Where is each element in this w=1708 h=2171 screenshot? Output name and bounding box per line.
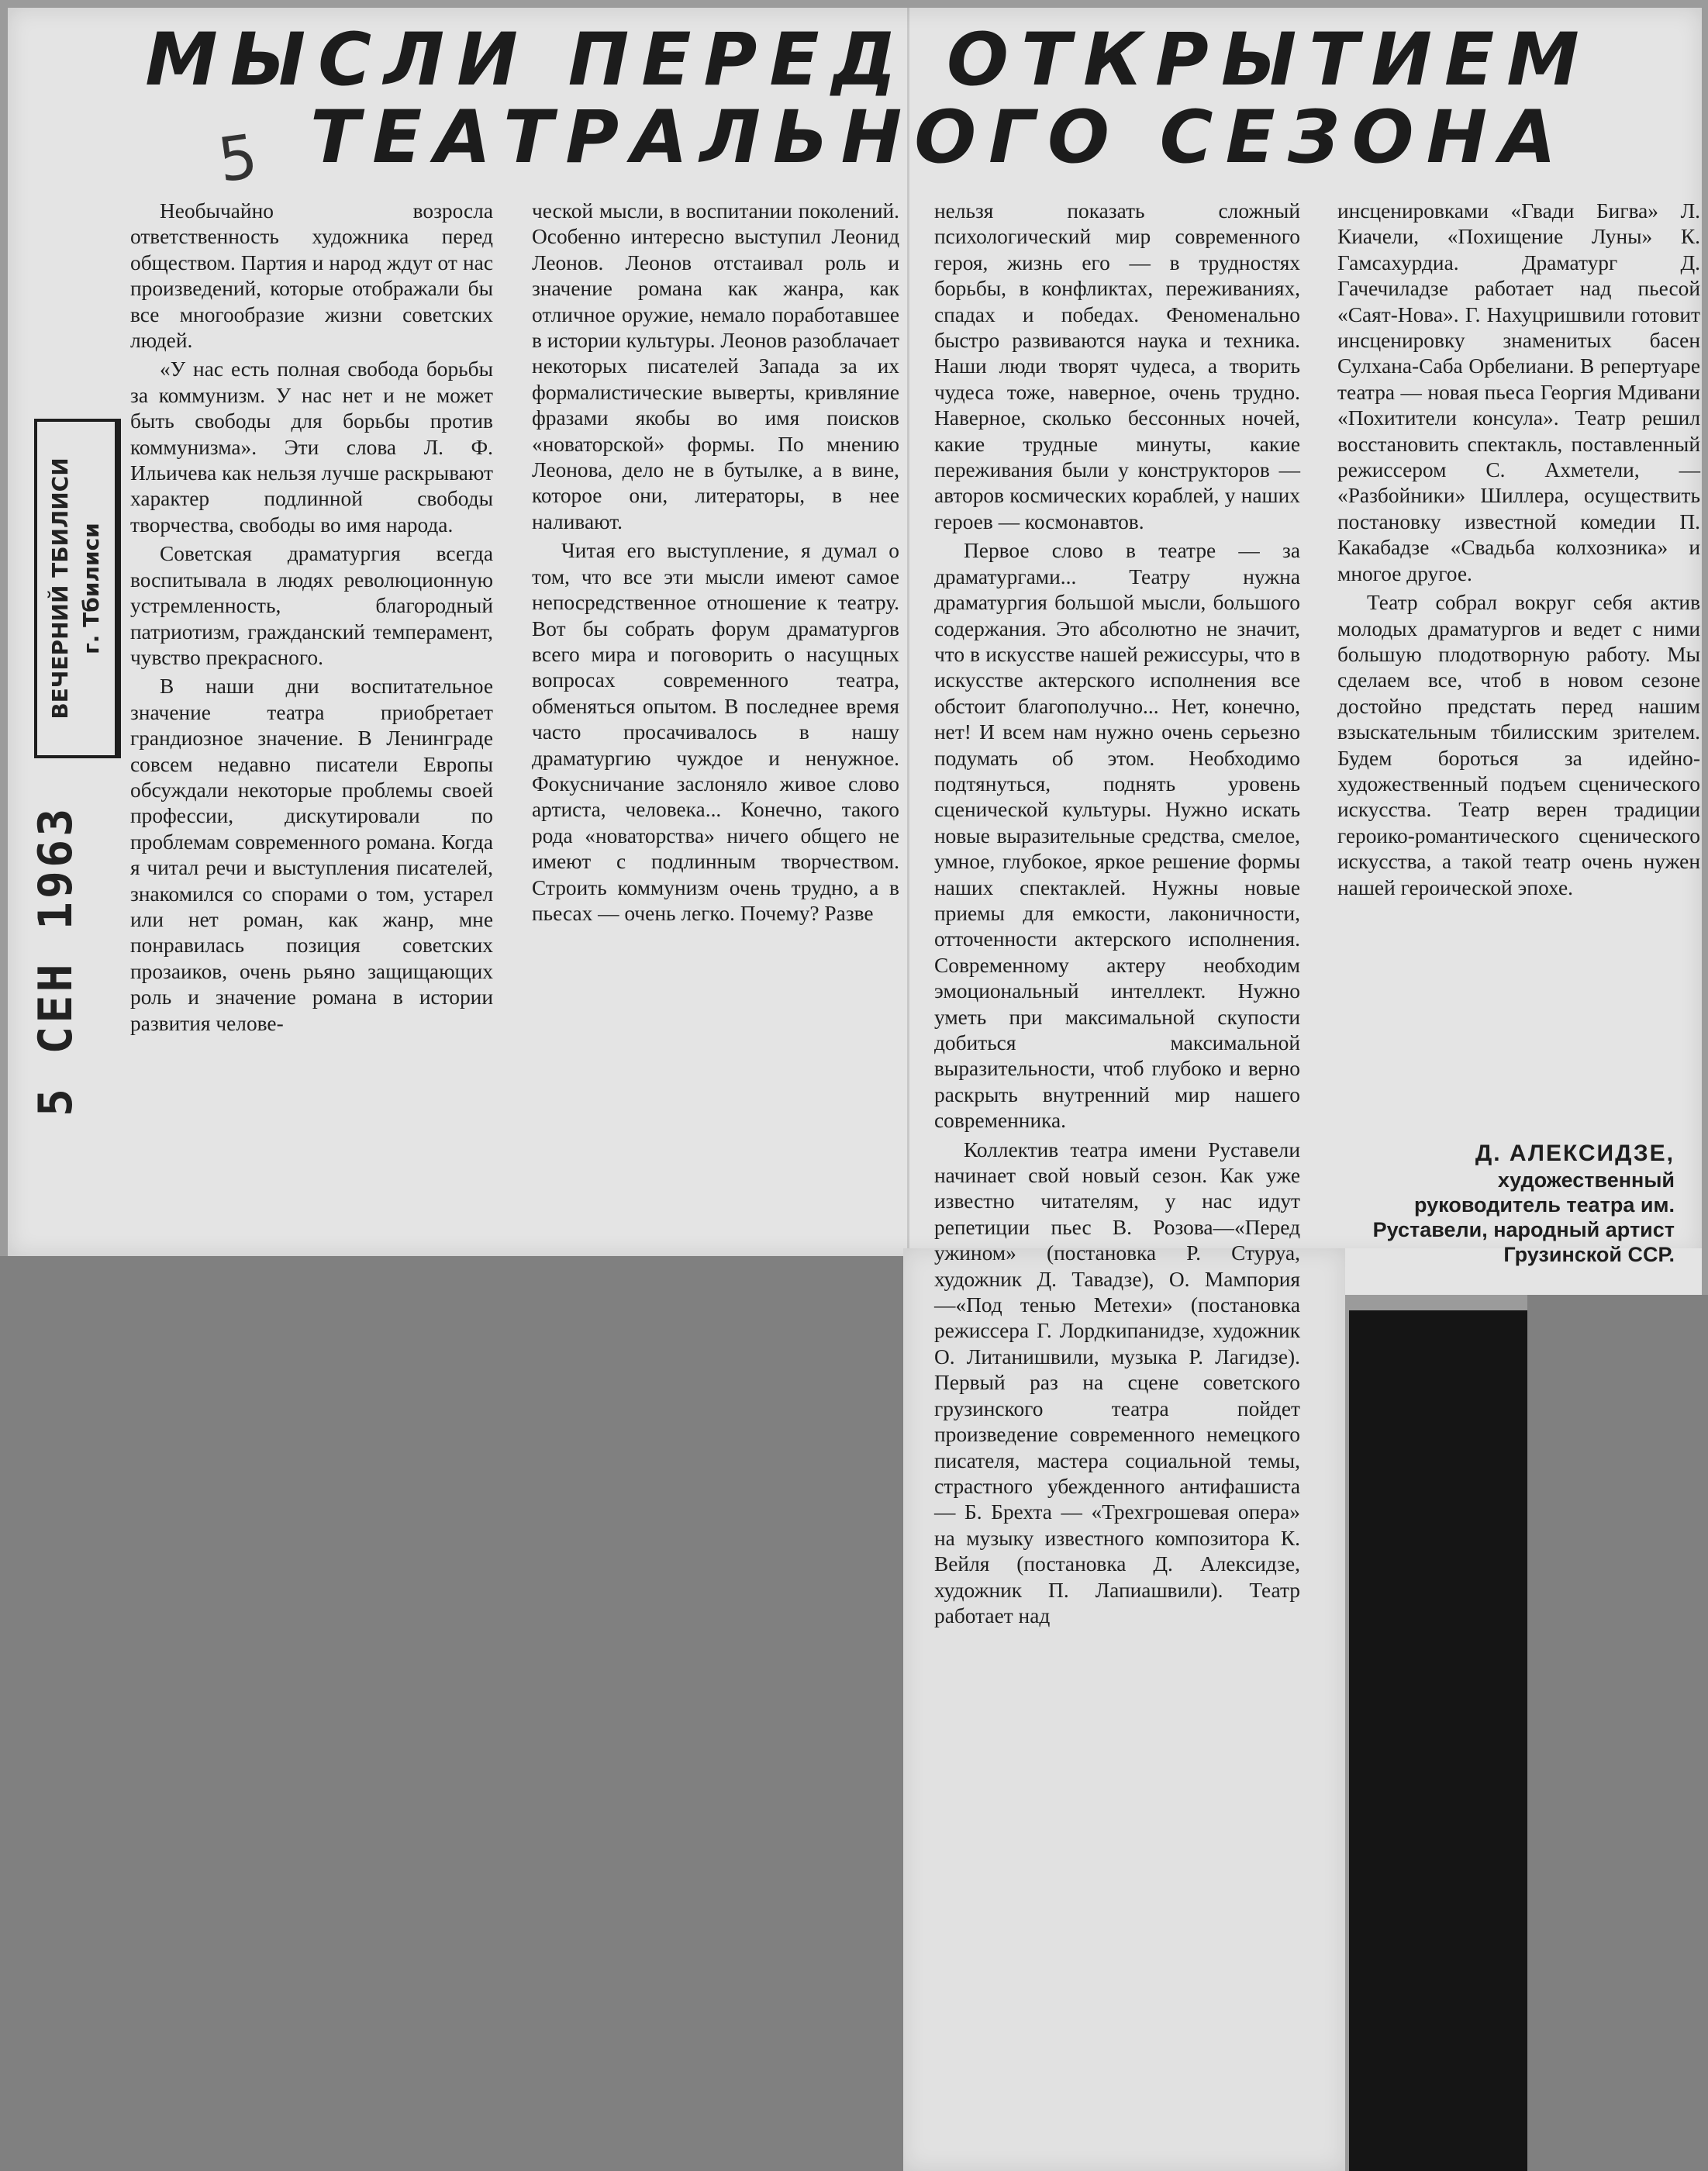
paper-fold-line <box>907 8 909 1248</box>
article-column-4 <box>1337 198 1700 901</box>
article-column-1 <box>130 198 493 1037</box>
newspaper-stamp <box>34 419 121 758</box>
author-signature <box>1349 1140 1675 1267</box>
paragraph: Театр собрал вокруг себя актив молодых драматургов и ведет с ними большую плодотворную работу. Мы сделаем все, чтоб в новом сезоне достойно предстать перед нашим взыскательным тбилисским зрителем. Будем бороться за идейно-художественный подъем сценического искусства. Театр верен традиции героико-романтического сценического искусства, а такой театр очень нужен нашей героической эпохе. <box>1337 591 1700 899</box>
dark-backing-strip <box>1349 1310 1527 2171</box>
paragraph: Коллектив театра имени Руставели начинает свой новый сезон. Как уже известно читателям, у нас идут репетиции пьес В. Розова—«Перед ужином» (постановка Р. Стуруа, художник Д. Тавадзе), О. Мампория—«Под тенью Метехи» (постановка режиссера Г. Лордкипанидзе, художник О. Литанишвили, музыка Р. Лагидзе). Первый раз на сцене советского грузинского театра пойдет произведение современного немецкого писателя, мастера социальной темы, страстного убежденного антифашиста — Б. Брехта — «Трехгрошевая опера» на музыку известного композитора К. Вейля (постановка Д. Алексидзе, художник П. Лапиашвили). Театр работает над <box>934 1137 1300 1627</box>
paragraph: Необычайно возросла ответственность художника перед обществом. Партия и народ ждут от нас произведений, которые отображали бы все многообразие жизни советских людей. <box>130 199 493 353</box>
paragraph: инсценировками «Гвади Бигва» Л. Киачели, «Похищение Луны» К. Гамсахурдиа. Драматург Д. Гачечиладзе работает над пьесой «Саят-Нова». Г. Нахуцришвили готовит инсценировку знаменитых басен Сулхана-Саба Орбелиани. В репертуаре театра — новая пьеса Георгия Мдивани «Похитители консула». Театр решил восстановить спектакль, поставленный режиссером С. Ахметели, — «Разбойники» Шиллера, осуществить постановку известной комедии П. Какабадзе «Свадьба колхозника» и многое другое. <box>1337 199 1700 585</box>
paragraph: Советская драматургия всегда воспитывала в людях революционную устремленность, благородный патриотизм, гражданский темперамент, чувство прекрасного. <box>130 542 493 669</box>
date-stamp: 5 СЕН 1963 <box>29 805 83 1117</box>
handwritten-number: 5 <box>213 121 262 197</box>
stamp-line-1: ВЕЧЕРНИЙ ТБИЛИСИ <box>47 457 73 720</box>
background-lower-right <box>1527 1295 1708 2171</box>
headline-line-1: МЫСЛИ ПЕРЕД ОТКРЫТИЕМ <box>145 18 1592 102</box>
stamp-text <box>45 426 107 751</box>
stamp-line-2: г. Тбилиси <box>78 523 104 654</box>
paragraph: нельзя показать сложный психологический мир современного героя, жизнь его — в трудностях борьбы, в конфликтах, переживаниях, спадах и победах. Феноменально быстро развиваются наука и техника. Наши люди творят чудеса, а творить чудеса тоже, наверное, очень трудно. Наверное, сколько бессонных ночей, какие трудные минуты, какие переживания были у конструкторов — авторов космических кораблей, у наших героев — космонавтов. <box>934 199 1300 533</box>
paragraph: Читая его выступление, я думал о том, что все эти мысли имеют самое непосредственное отношение к театру. Вот бы собрать форум драматургов всего мира и поговорить о насущных вопросах современного театра, обменяться опытом. В последнее время часто просачивалось в нашу драматургию чуждое и ненужное. Фокусничание заслоняло живое слово артиста, человека... Конечно, такого рода «новаторства» ничего общего не имеют с подлинным творчеством. Строить коммунизм очень трудно, а в пьесах — очень легко. Почему? Разве <box>532 539 899 925</box>
paragraph: Первое слово в театре — за драматургами... Театру нужна драматургия большой мысли, большого содержания. Это абсолютно не значит, что в искусстве нашей режиссуры, что в искусстве актерского исполнения все обстоит благополучно... Нет, конечно, нет! И всем нам нужно очень серьезно подумать об этом. Необходимо подтянуться, поднять уровень сценической культуры. Нужно искать новые выразительные средства, смелое, умное, глубокое, яркое решение формы наших спектаклей. Нужны новые приемы для емкости, лаконичности, отточенности актерского исполнения. Современному актеру необходим эмоциональный интеллект. Нужно уметь при максимальной скупости добиться максимальной выразительности, чтоб глубоко и верно раскрыть внутренний мир нашего современника. <box>934 539 1300 1133</box>
paragraph: «У нас есть полная свобода борьбы за коммунизм. У нас нет и не может быть свободы для борьбы против коммунизма». Эти слова Л. Ф. Ильичева как нельзя лучше раскрывают характер подлинной свободы творчества, свободы во имя народа. <box>130 357 494 537</box>
article-column-3 <box>934 198 1300 1629</box>
paragraph: ческой мысли, в воспитании поколений. Особенно интересно выступил Леонид Леонов. Леонов отстаивал роль и значение романа как жанра, как отличное оружие, немало поработавшее в истории культуры. Леонов разоблачает некоторых писателей Запада за их формалистические выверты, кривляние фразами якобы во имя поисков «новаторской» формы. По мнению Леонова, дело не в бутылке, а в вине, которое они, литераторы, в нее наливают. <box>532 199 900 533</box>
author-name: Д. АЛЕКСИДЗЕ, <box>1475 1141 1675 1166</box>
background-lower-left <box>0 1256 903 2171</box>
article-column-2 <box>532 198 899 927</box>
headline-line-2: ТЕАТРАЛЬНОГО СЕЗОНА <box>310 95 1568 180</box>
author-role: художественный руководитель театра им. Руставели, народный артист Грузинской ССР. <box>1372 1168 1675 1266</box>
paragraph: В наши дни воспитательное значение театра приобретает грандиозное значение. В Ленинграде совсем недавно писатели Европы обсуждали некоторые проблемы своей профессии, дискутировали по проблемам современного романа. Когда я читал речи и выступления писателей, знакомился со спорами о том, устарел или нет роман, как жанр, мне понравилась позиция советских прозаиков, очень рьяно защищающих роль и значение романа в истории развития челове- <box>130 675 493 1035</box>
